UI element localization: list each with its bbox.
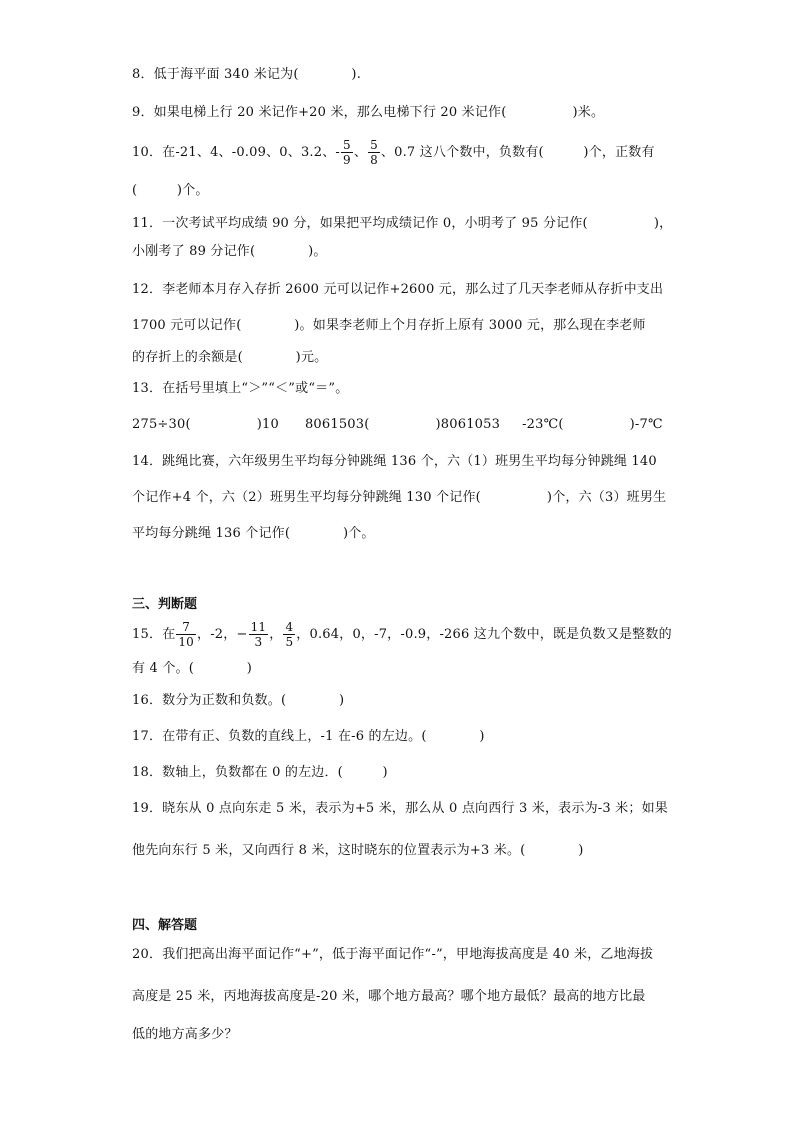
fraction-numerator: 5: [370, 138, 378, 152]
question-17: 17．在带有正、负数的直线上，-1 在-6 的左边。( ): [132, 729, 485, 744]
fraction-denominator: 8: [370, 153, 378, 167]
question-13-line-2: [132, 416, 663, 434]
fraction-5-8: [368, 138, 380, 167]
question-12-line-1: 12．李老师本月存入存折 2600 元可以记作+2600 元，那么过了几天李老师从存折中支出: [132, 282, 664, 297]
question-14-line-1: 14．跳绳比赛，六年级男生平均每分钟跳绳 136 个，六（1）班男生平均每分钟跳绳 140: [132, 454, 657, 469]
question-10-line-2: ( )个。: [132, 183, 209, 198]
separator: 、: [353, 145, 368, 160]
question-14-line-2: 个记作+4 个，六（2）班男生平均每分钟跳绳 130 个记作( )个，六（3）班男生: [132, 490, 667, 505]
question-15-text-b: ，0.64，0，-7，-0.9，-266 这九个数中，既是负数又是整数的: [296, 627, 672, 642]
question-18: 18．数轴上，负数都在 0 的左边．( ): [132, 765, 388, 780]
question-20-line-3: 低的地方高多少？: [132, 1027, 238, 1042]
question-13-line-1: 13．在括号里填上“＞”“＜”或“＝”。: [132, 381, 349, 396]
section-title-judgement: 三、判断题: [132, 597, 198, 612]
compare-item-2: 8061503( )8061053: [304, 417, 501, 432]
question-9: 9．如果电梯上行 20 米记作+20 米，那么电梯下行 20 米记作( )米。: [132, 105, 605, 120]
question-16: 16．数分为正数和负数。( ): [132, 693, 345, 708]
separator: ，: [269, 627, 283, 642]
fraction-denominator: 9: [343, 153, 351, 167]
fraction-11-3: [249, 620, 269, 649]
fraction-5-9: [341, 138, 353, 167]
question-12-line-2: 1700 元可以记作( )。如果李老师上个月存折上原有 3000 元，那么现在李老师: [132, 318, 646, 333]
question-11-line-1: 11．一次考试平均成绩 90 分，如果把平均成绩记作 0，小明考了 95 分记作( )，: [132, 216, 673, 231]
question-10-line-1: [132, 138, 655, 167]
question-10-text-b: 、0.7 这八个数中，负数有( )个，正数有: [380, 145, 655, 160]
question-20-line-1: 20．我们把高出海平面记作“+”，低于海平面记作“-”，甲地海拔高度是 40 米，乙地海拔: [132, 947, 654, 962]
question-8: 8．低于海平面 340 米记为( ).: [132, 67, 362, 82]
question-14-line-3: 平均每分跳绳 136 个记作( )个。: [132, 526, 375, 541]
fraction-numerator: 4: [285, 620, 294, 634]
question-15-line-2: 有 4 个。( ): [132, 661, 253, 676]
compare-item-3: -23℃( )-7℃: [522, 417, 663, 432]
fraction-numerator: 7: [176, 620, 196, 635]
fraction-denominator: 10: [178, 635, 195, 649]
fraction-numerator: 11: [250, 620, 267, 634]
fraction-denominator: 3: [254, 635, 263, 649]
question-19-line-1: 19．晓东从 0 点向东走 5 米，表示为+5 米，那么从 0 点向西行 3 米，表示为-3 米；如果: [132, 801, 668, 816]
fraction-4-5: [283, 620, 295, 649]
question-19-line-2: 他先向东行 5 米，又向西行 8 米，这时晓东的位置表示为+3 米。( ): [132, 843, 584, 858]
question-11-line-2: 小刚考了 89 分记作( )。: [132, 244, 327, 259]
question-20-line-2: 高度是 25 米，丙地海拔高度是-20 米，哪个地方最高？哪个地方最低？最高的地方比最: [132, 989, 646, 1004]
section-title-answer: 四、解答题: [132, 918, 198, 933]
fraction-numerator: 5: [343, 138, 351, 152]
question-15-line-1: [132, 620, 672, 649]
separator: ，-2，−: [197, 627, 248, 642]
fraction-denominator: 5: [285, 635, 294, 649]
question-12-line-3: 的存折上的余额是( )元。: [132, 350, 328, 365]
question-10-text-a: 10．在-21、4、-0.09、0、3.2、-: [132, 145, 341, 160]
fraction-7-10: [176, 620, 196, 649]
compare-item-1: 275÷30( )10: [132, 417, 279, 432]
question-15-text-a: 15．在: [132, 627, 176, 642]
